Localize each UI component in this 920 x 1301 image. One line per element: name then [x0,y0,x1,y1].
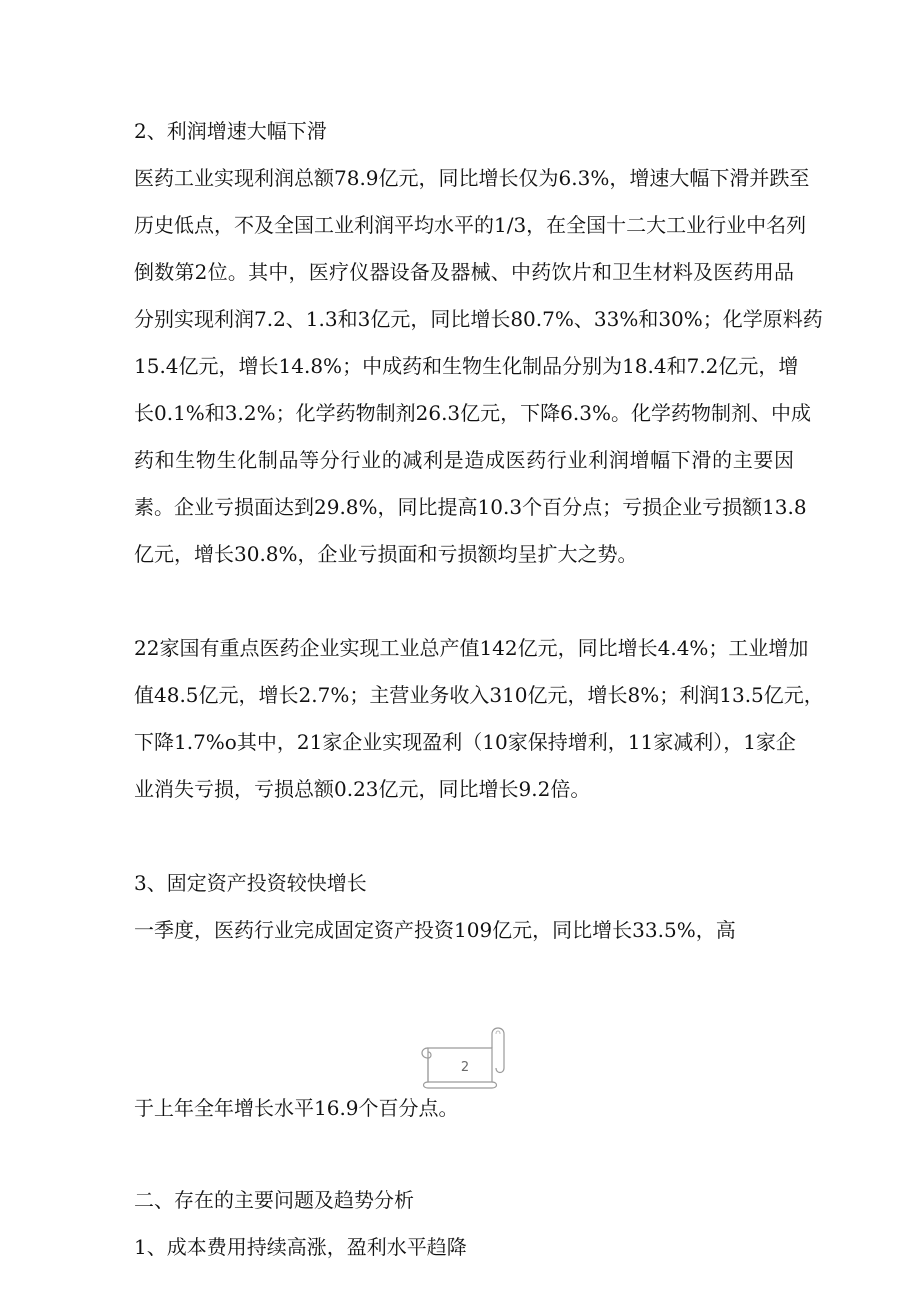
page-number: 2 [460,1060,470,1075]
subsection-heading-costs: 1、成本费用持续高涨，盈利水平趋降 [134,1235,467,1259]
paragraph-line: 分别实现利润7.2、1.3和3亿元，同比增长80.7%、33%和30%；化学原料药 [134,307,823,331]
paragraph-line: 药和生物生化制品等分行业的减利是造成医药行业利润增幅下滑的主要因 [134,448,794,472]
paragraph-investment-line-2: 于上年全年增长水平16.9个百分点。 [134,1096,459,1120]
section-heading-investment: 3、固定资产投资较快增长 [134,871,367,895]
scroll-icon [418,1024,510,1090]
section-heading-problems: 二、存在的主要问题及趋势分析 [134,1188,414,1212]
paragraph-line: 素。企业亏损面达到29.8%，同比提高10.3个百分点；亏损企业亏损额13.8 [134,495,807,519]
paragraph-line: 亿元，增长30.8%，企业亏损面和亏损额均呈扩大之势。 [134,542,638,566]
section-heading-profit: 2、利润增速大幅下滑 [134,119,327,143]
paragraph-line: 长0.1%和3.2%；化学药物制剂26.3亿元，下降6.3%。化学药物制剂、中成 [134,401,811,425]
paragraph-line: 历史低点，不及全国工业利润平均水平的1/3，在全国十二大工业行业中名列 [134,213,807,237]
paragraph-line: 医药工业实现利润总额78.9亿元，同比增长仅为6.3%，增速大幅下滑并跌至 [134,166,810,190]
paragraph-line: 15.4亿元，增长14.8%；中成药和生物生化制品分别为18.4和7.2亿元，增 [134,354,799,378]
paragraph-line: 值48.5亿元，增长2.7%；主营业务收入310亿元，增长8%；利润13.5亿元， [134,683,824,707]
paragraph-line: 业消失亏损，亏损总额0.23亿元，同比增长9.2倍。 [134,777,591,801]
paragraph-line: 下降1.7%o其中，21家企业实现盈利（10家保持增利，11家减利），1家企 [134,730,796,754]
paragraph-line: 22家国有重点医药企业实现工业总产值142亿元，同比增长4.4%；工业增加 [134,636,809,660]
page-number-badge [418,1024,510,1090]
paragraph-investment-line-1: 一季度，医药行业完成固定资产投资109亿元，同比增长33.5%，高 [134,918,736,942]
paragraph-line: 倒数第2位。其中，医疗仪器设备及器械、中药饮片和卫生材料及医药用品 [134,260,794,284]
